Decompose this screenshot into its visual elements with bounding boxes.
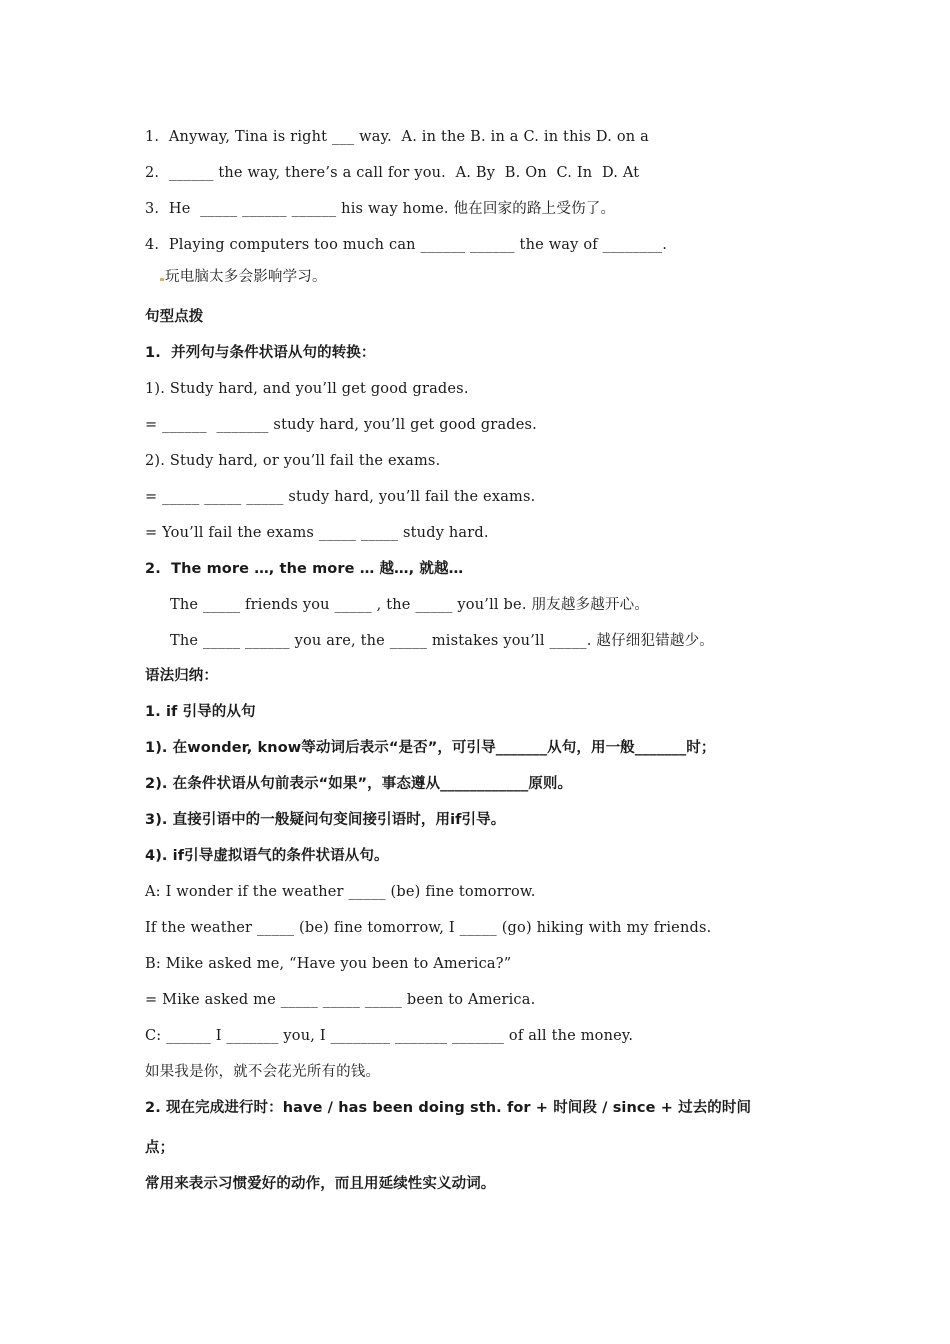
exercise-3: 3. He _____ ______ ______ his way home. 他在回家的路上受伤了。 <box>145 201 616 217</box>
exercise-4: 4. Playing computers too much can ______ ______ the way of ________. <box>145 237 668 253</box>
tense-item-1: 2. 现在完成进行时：have / has been doing sth. for + 时间段 / since + 过去的时间 <box>145 1100 752 1116</box>
grammar-item-1: 1. if 引导的从句 <box>145 704 256 720</box>
annotation-mark <box>160 278 164 281</box>
example-b-1: B: Mike asked me, “Have you been to America?” <box>145 956 512 972</box>
sentence-item-5: = _____ _____ _____ study hard, you’ll fail the exams. <box>145 489 536 505</box>
exercise-2: 2. ______ the way, there’s a call for you. A. By B. On C. In D. At <box>145 165 640 181</box>
grammar-item-5: 4). if引导虚拟语气的条件状语从句。 <box>145 848 389 864</box>
exercise-4-translation: 玩电脑太多会影响学习。 <box>159 267 327 287</box>
example-c-translation: 如果我是你，就不会花光所有的钱。 <box>145 1064 381 1080</box>
section-heading-grammar: 语法归纳： <box>145 668 218 684</box>
sentence-item-7: 2. The more …, the more … 越…, 就越… <box>145 561 464 577</box>
tense-item-1-cont: 点； <box>145 1140 175 1156</box>
example-a-2: If the weather _____ (be) fine tomorrow, I _____ (go) hiking with my friends. <box>145 920 712 936</box>
tense-item-2: 常用来表示习惯爱好的动作，而且用延续性实义动词。 <box>145 1176 496 1192</box>
example-c-1: C: ______ I _______ you, I ________ _______ _______ of all the money. <box>145 1028 634 1044</box>
sentence-item-6: = You’ll fail the exams _____ _____ study hard. <box>145 525 489 541</box>
example-a-1: A: I wonder if the weather _____ (be) fine tomorrow. <box>145 884 536 900</box>
sentence-item-2: 1). Study hard, and you’ll get good grades. <box>145 381 469 397</box>
sentence-item-3: = ______ _______ study hard, you’ll get good grades. <box>145 417 537 433</box>
grammar-item-2: 1). 在wonder, know等动词后表示“是否”，可引导_______从句，用一般_______时； <box>145 740 716 756</box>
sentence-item-9: The _____ ______ you are, the _____ mistakes you’ll _____. 越仔细犯错越少。 <box>170 633 714 649</box>
grammar-item-4: 3). 直接引语中的一般疑问句变间接引语时，用if引导。 <box>145 812 506 828</box>
sentence-item-4: 2). Study hard, or you’ll fail the exams. <box>145 453 441 469</box>
section-heading-sentence: 句型点拨 <box>145 309 204 325</box>
example-b-2: = Mike asked me _____ _____ _____ been to America. <box>145 992 536 1008</box>
exercise-1: 1. Anyway, Tina is right ___ way. A. in the B. in a C. in this D. on a <box>145 129 649 145</box>
sentence-item-8: The _____ friends you _____ , the _____ you’ll be. 朋友越多越开心。 <box>170 597 650 613</box>
grammar-item-3: 2). 在条件状语从句前表示“如果”，事态遵从____________原则。 <box>145 776 573 792</box>
sentence-item-1: 1. 并列句与条件状语从句的转换： <box>145 345 376 361</box>
